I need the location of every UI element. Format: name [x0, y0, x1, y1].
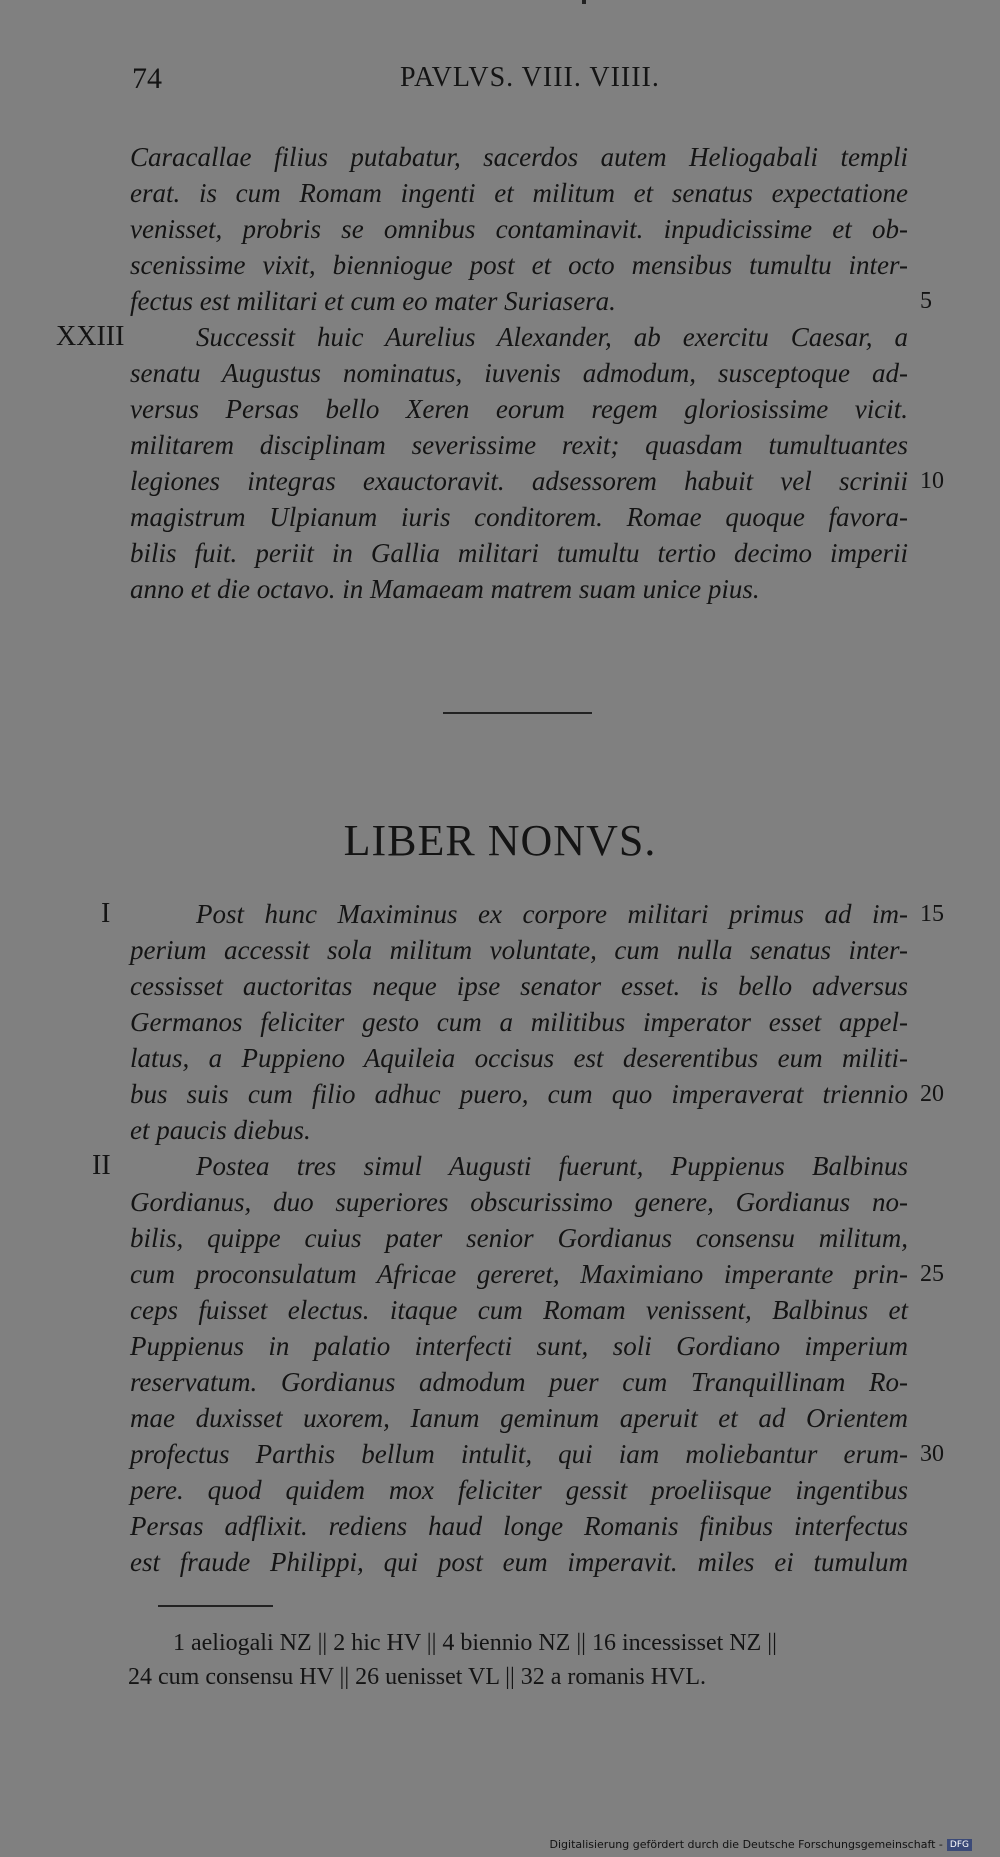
text-line: Puppienus in palatio interfecti sunt, soli Gordiano imperium [130, 1331, 908, 1361]
footnote-line: 1 aeliogali NZ || 2 hic HV || 4 biennio NZ || 16 incessisset NZ || [173, 1630, 777, 1656]
text-line: latus, a Puppieno Aquileia occisus est deserentibus eum militi- [130, 1043, 908, 1073]
line-number: 15 [920, 901, 944, 927]
text-line: est fraude Philippi, qui post eum imperavit. miles ei tumulum [130, 1547, 908, 1577]
text-line: legiones integras exauctoravit. adsessorem habuit vel scrinii [130, 466, 908, 496]
section-number: I [101, 898, 111, 929]
footnote-line: 24 cum consensu HV || 26 uenisset VL || 32 a romanis HVL. [128, 1664, 707, 1690]
text-line: militarem disciplinam severissime rexit; quasdam tumultuantes [130, 430, 908, 460]
line-number: 30 [920, 1441, 944, 1467]
text-line: anno et die octavo. in Mamaeam matrem suam unice pius. [130, 574, 760, 604]
book-title: LIBER NONVS. [343, 816, 657, 865]
section-number: II [92, 1150, 111, 1181]
credit-text: Digitalisierung gefördert durch die Deutsche Forschungsgemeinschaft - [549, 1838, 943, 1851]
footnote-rule [158, 1605, 273, 1607]
text-line: perium accessit sola militum voluntate, cum nulla senatus inter- [130, 935, 908, 965]
text-line: reservatum. Gordianus admodum puer cum Tranquillinam Ro- [130, 1367, 908, 1397]
text-line: bilis fuit. periit in Gallia militari tumultu tertio decimo imperii [130, 538, 908, 568]
text-line: profectus Parthis bellum intulit, qui iam moliebantur erum- [130, 1439, 908, 1469]
text-line: senatu Augustus nominatus, iuvenis admodum, susceptoque ad- [130, 358, 908, 388]
text-line: fectus est militari et cum eo mater Suriasera. [130, 286, 616, 316]
text-line: Caracallae filius putabatur, sacerdos autem Heliogabali templi [130, 142, 908, 172]
dfg-logo: DFG [947, 1839, 972, 1851]
text-line: et paucis diebus. [130, 1115, 311, 1145]
text-line: bilis, quippe cuius pater senior Gordianus consensu militum, [130, 1223, 908, 1253]
running-title: PAVLVS. VIII. VIIII. [400, 62, 660, 93]
text-line: Post hunc Maximinus ex corpore militari primus ad im- [196, 899, 908, 929]
text-line: Postea tres simul Augusti fuerunt, Puppienus Balbinus [196, 1151, 908, 1181]
text-line: magistrum Ulpianum iuris conditorem. Romae quoque favora- [130, 502, 908, 532]
text-line: scenissime vixit, bienniogue post et octo mensibus tumultu inter- [130, 250, 908, 280]
section-number: XXIII [56, 321, 125, 352]
line-number: 5 [920, 288, 932, 314]
text-line: Persas adflixit. rediens haud longe Romanis finibus interfectus [130, 1511, 908, 1541]
text-line: Gordianus, duo superiores obscurissimo genere, Gordianus no- [130, 1187, 908, 1217]
page-header [0, 62, 1000, 102]
scan-mark [582, 0, 586, 4]
text-line: venisset, probris se omnibus contaminavit. inpudicissime et ob- [130, 214, 908, 244]
text-line: Germanos feliciter gesto cum a militibus imperator esset appel- [130, 1007, 908, 1037]
text-line: Successit huic Aurelius Alexander, ab exercitu Caesar, a [196, 322, 908, 352]
text-line: mae duxisset uxorem, Ianum geminum aperuit et ad Orientem [130, 1403, 908, 1433]
text-line: ceps fuisset electus. itaque cum Romam venissent, Balbinus et [130, 1295, 908, 1325]
text-line: bus suis cum filio adhuc puero, cum quo imperaverat triennio [130, 1079, 908, 1109]
page-number: 74 [132, 62, 162, 95]
text-line: cum proconsulatum Africae gereret, Maximiano imperante prin- [130, 1259, 908, 1289]
text-line: versus Persas bello Xeren eorum regem gloriosissime vicit. [130, 394, 908, 424]
text-line: cessisset auctoritas neque ipse senator esset. is bello adversus [130, 971, 908, 1001]
section-divider [443, 712, 592, 714]
line-number: 10 [920, 468, 944, 494]
text-line: pere. quod quidem mox feliciter gessit proeliisque ingentibus [130, 1475, 908, 1505]
line-number: 25 [920, 1261, 944, 1287]
digitization-credit [550, 1838, 972, 1851]
text-line: erat. is cum Romam ingenti et militum et senatus expectatione [130, 178, 908, 208]
line-number: 20 [920, 1081, 944, 1107]
